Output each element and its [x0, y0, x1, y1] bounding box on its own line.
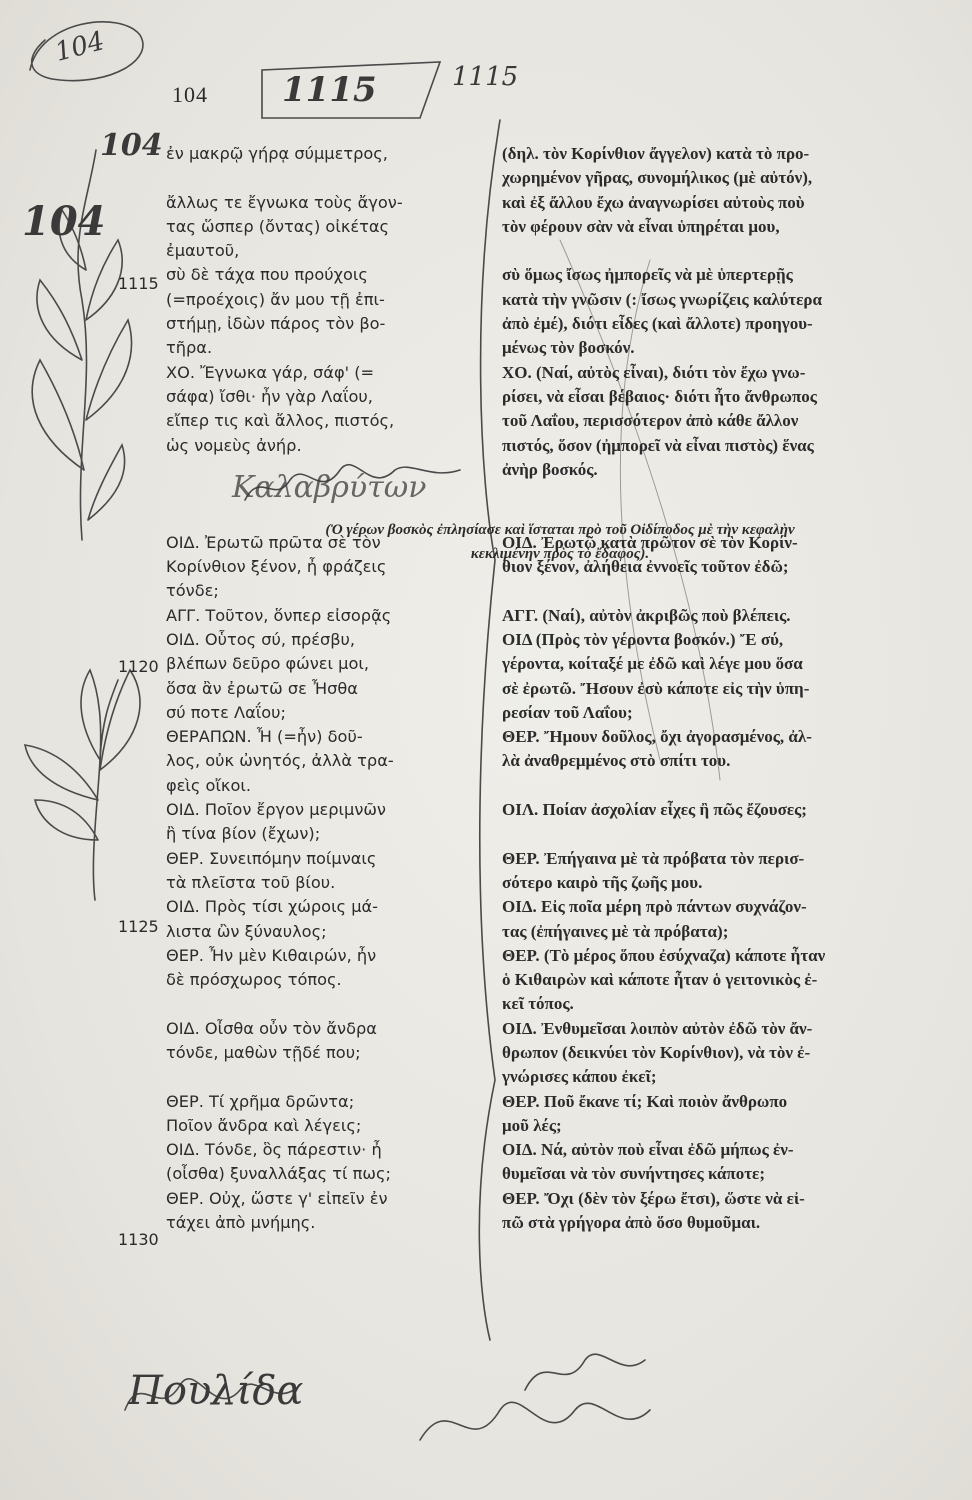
handwritten-note: 104: [100, 128, 163, 163]
handwritten-note: Πουλίδα: [128, 1368, 304, 1414]
text-line: ΟΙΔ. Ἐνθυμεῖσαι λοιπὸν αὐτὸν ἐδῶ τὸν ἄν-: [502, 1018, 813, 1038]
text-line: Ποῖον ἄνδρα καὶ λέγεις;: [166, 1115, 362, 1135]
text-line: στήμῃ, ἰδὼν πάρος τὸν βο-: [166, 314, 386, 334]
text-line: ὅσα ἂν ἐρωτῶ σε Ἦσθα: [166, 678, 358, 698]
text-line: τῆρα.: [166, 338, 213, 358]
text-line: βλέπων δεῦρο φώνει μοι,: [166, 654, 369, 674]
text-line: ΑΓΓ. (Ναί), αὐτὸν ἀκριβῶς ποὺ βλέπεις.: [502, 605, 791, 625]
text-line: ΘΕΡ. Ἦν μὲν Κιθαιρών, ἦν: [166, 945, 377, 965]
text-line: ἢ τίνα βίον (ἔχων);: [166, 824, 321, 844]
handwritten-note: 1115: [452, 62, 519, 92]
text-line: θυμεῖσαι νὰ τὸν συνήντησες κάποτε;: [502, 1164, 765, 1184]
greek-original-column: [166, 142, 476, 1235]
text-line: ΘΕΡ. Ἤμουν δοῦλος, ὄχι ἀγορασμένος, ἀλ-: [502, 727, 812, 747]
text-line: ἐν μακρῷ γήρᾳ σύμμετρος,: [166, 144, 388, 163]
text-line: ΘΕΡ. (Τὸ μέρος ὅπου ἐσύχναζα) κάποτε ἦταν: [502, 945, 826, 965]
line-number: 1130: [118, 1230, 159, 1249]
translation-column: [502, 142, 932, 1235]
text-line: ΘΕΡ. Οὐχ, ὥστε γ' εἰπεῖν ἐν: [166, 1188, 388, 1208]
text-line: πῶ στὰ γρήγορα ἀπὸ ὅσο θυμοῦμαι.: [502, 1213, 761, 1233]
text-line: ρεσίαν τοῦ Λαΐου;: [502, 702, 633, 722]
text-line: [502, 822, 932, 846]
text-line: ἐμαυτοῦ,: [166, 241, 240, 261]
handwritten-note: 104: [22, 198, 106, 245]
text-line: ΟΙΛ. Ποίαν ἀσχολίαν εἶχες ἢ πῶς ἔζουσες;: [502, 800, 807, 820]
text-line: ΘΕΡ. Ὄχι (δὲν τὸν ξέρω ἔτσι), ὥστε νὰ εἰ-: [502, 1188, 805, 1208]
stage-direction-line: (Ὁ γέρων βοσκὸς ἐπλησίασε καὶ ἵσταται πρὸ τοῦ Οἰδίποδος μὲ τὴν κεφαλὴν: [325, 522, 795, 538]
text-line: σύ ποτε Λαΐου;: [166, 702, 287, 722]
text-line: σότερο καιρὸ τῆς ζωῆς μου.: [502, 872, 703, 892]
text-line: ΘΕΡ. Τί χρῆμα δρῶντα;: [166, 1091, 355, 1111]
text-line: ἀνὴρ βοσκός.: [502, 459, 598, 479]
text-line: θρωπον (δεικνύει τὸν Κορίνθιον), νὰ τὸν ἐ-: [502, 1042, 811, 1062]
text-line: ΟΙΔ. Οὗτος σύ, πρέσβυ,: [166, 629, 356, 649]
line-number: 1125: [118, 917, 159, 936]
signature-scribble-3: [420, 1402, 650, 1440]
line-number: 1120: [118, 657, 159, 676]
vine-lower: [93, 680, 118, 900]
text-line: ΟΙΔ. Οἶσθα οὖν τὸν ἄνδρα: [166, 1018, 377, 1038]
text-line: [502, 579, 932, 603]
page-number: 104: [172, 82, 208, 107]
text-line: ΟΙΔ (Πρὸς τὸν γέροντα βοσκόν.) Ἔ σύ,: [502, 629, 784, 649]
text-line: τόνδε, μαθὼν τῇδέ που;: [166, 1042, 361, 1062]
text-line: ΟΙΔ. Ἐρωτῶ πρῶτα σὲ τὸν: [166, 532, 381, 552]
text-line: μοῦ λές;: [502, 1115, 562, 1135]
text-line: τάχει ἀπὸ μνήμης.: [166, 1213, 316, 1233]
text-line: [166, 458, 476, 482]
text-line: (οἶσθα) ξυναλλάξας τί πως;: [166, 1164, 391, 1184]
text-line: Κορίνθιον ξένον, ἦ φράζεις: [166, 557, 387, 577]
text-line: σὺ δὲ τάχα που προύχοις: [166, 265, 368, 285]
text-line: ΘΕΡ. Συνειπόμην ποίμναις: [166, 848, 377, 868]
text-line: σάφα) ἴσθι· ἦν γὰρ Λαΐου,: [166, 386, 373, 406]
text-line: σὺ ὅμως ἴσως ἠμπορεῖς νὰ μὲ ὑπερτερῇς: [502, 265, 793, 285]
text-line: ΘΕΡΑΠΩΝ. Ἦ (=ἦν) δοῦ-: [166, 727, 363, 747]
handwritten-note: 104: [51, 26, 108, 68]
text-line: ΟΙΔ. Πρὸς τίσι χώροις μά-: [166, 897, 379, 917]
text-line: λὰ ἀναθρεμμένος στὸ σπίτι του.: [502, 751, 731, 771]
text-line: τὸν φέρουν σὰν νὰ εἶναι ὑπηρέται μου,: [502, 216, 780, 236]
text-line: πιστός, ὅσον (ἠμπορεῖ νὰ εἶναι πιστὸς) ἕνας: [502, 435, 814, 455]
text-line: ΘΕΡ. Ποῦ ἔκανε τί; Καὶ ποιὸν ἄνθρωπο: [502, 1091, 788, 1111]
stage-direction: [200, 518, 920, 566]
text-line: ρίσει, νὰ εἶσαι βέβαιος· διότι ἦτο ἄνθρωπος: [502, 386, 817, 406]
text-line: [166, 482, 476, 506]
text-line: (δηλ. τὸν Κορίνθιον ἄγγελον) κατὰ τὸ προ-: [502, 144, 810, 163]
text-line: ΧΟ. (Ναί, αὐτὸς εἶναι), διότι τὸν ἔχω γνω-: [502, 362, 806, 382]
text-line: ΑΓΓ. Τοῦτον, ὅνπερ εἰσορᾷς: [166, 605, 392, 625]
text-line: ΟΙΔ. Νά, αὐτὸν ποὺ εἶναι ἐδῶ μήπως ἐν-: [502, 1140, 794, 1160]
text-line: [502, 482, 932, 506]
text-line: κατὰ τὴν γνῶσιν (: ἴσως γνωρίζεις καλύτερα: [502, 289, 822, 309]
text-line: φεὶς οἴκοι.: [166, 775, 252, 795]
text-line: ΟΙΔ. Ποῖον ἔργον μεριμνῶν: [166, 800, 386, 820]
text-line: [166, 1065, 476, 1089]
text-line: θιον ξένον, ἀλήθεια ἐννοεῖς τοῦτον ἐδῶ;: [502, 557, 789, 577]
text-line: ἄλλως τε ἔγνωκα τοὺς ἄγον-: [166, 192, 403, 212]
text-line: κεῖ τόπος.: [502, 994, 574, 1014]
text-line: χωρημένον γῆρας, συνομήλικος (μὲ αὐτόν),: [502, 168, 813, 188]
text-line: ΟΙΔ. Τόνδε, ὃς πάρεστιν· ἦ: [166, 1140, 382, 1160]
stage-direction-line: κεκλιμένην πρὸς τὸ ἔδαφος).: [470, 546, 650, 562]
text-line: ΟΙΔ. Ἐρωτῶ κατὰ πρῶτον σὲ τὸν Κορίν-: [502, 532, 798, 552]
text-line: [502, 774, 932, 798]
text-line: γνώρισες κάπου ἐκεῖ;: [502, 1067, 657, 1087]
text-line: μένως τὸν βοσκόν.: [502, 338, 635, 358]
text-line: τοῦ Λαΐου, περισσότερον ἀπὸ κάθε ἄλλον: [502, 411, 799, 431]
text-line: τὰ πλεῖστα τοῦ βίου.: [166, 872, 336, 892]
text-line: γέροντα, κοίταξέ με ἐδῶ καὶ λέγε μου ὅσα: [502, 654, 803, 674]
text-line: ὁ Κιθαιρὼν καὶ κάποτε ἦταν ὁ γειτονικὸς ἐ-: [502, 970, 818, 990]
text-line: (=προέχοις) ἄν μου τῇ ἐπι-: [166, 289, 385, 309]
text-line: [502, 239, 932, 263]
text-line: λος, οὐκ ὠνητός, ἀλλὰ τρα-: [166, 751, 394, 771]
text-line: ΧΟ. Ἔγνωκα γάρ, σάφ' (=: [166, 362, 375, 382]
text-line: εἴπερ τις καὶ ἄλλος, πιστός,: [166, 411, 395, 431]
text-line: [166, 166, 476, 190]
bracket-stroke: [479, 120, 500, 1340]
handwritten-note: Καλαβρύτων: [232, 470, 427, 505]
text-line: δὲ πρόσχωρος τόπος.: [166, 970, 342, 990]
text-line: τας (ἐπήγαινες μὲ τὰ πρόβατα);: [502, 921, 729, 941]
handwritten-note: 1115: [282, 70, 377, 110]
text-line: τόνδε;: [166, 581, 219, 601]
text-line: ΘΕΡ. Ἐπήγαινα μὲ τὰ πρόβατα τὸν περισ-: [502, 848, 805, 868]
text-line: ΟΙΔ. Εἰς ποῖα μέρη πρὸ πάντων συχνάζον-: [502, 897, 807, 917]
text-line: [166, 992, 476, 1016]
text-line: ὡς νομεὺς ἀνήρ.: [166, 435, 302, 455]
text-line: ἀπὸ ἐμέ), διότι εἶδες (καὶ ἄλλοτε) προηγου-: [502, 314, 813, 334]
text-line: καὶ ἐξ ἄλλου ἔχω ἀναγνωρίσει αὐτοὺς ποὺ: [502, 192, 805, 212]
text-line: λιστα ὢν ξύναυλος;: [166, 921, 327, 941]
text-line: σὲ ἐρωτῶ. Ἤσουν ἐσὺ κάποτε εἰς τὴν ὑπη-: [502, 678, 810, 698]
text-line: τας ὥσπερ (ὄντας) οἰκέτας: [166, 216, 390, 236]
signature-scribble-4: [525, 1354, 645, 1390]
line-number: 1115: [118, 274, 159, 293]
